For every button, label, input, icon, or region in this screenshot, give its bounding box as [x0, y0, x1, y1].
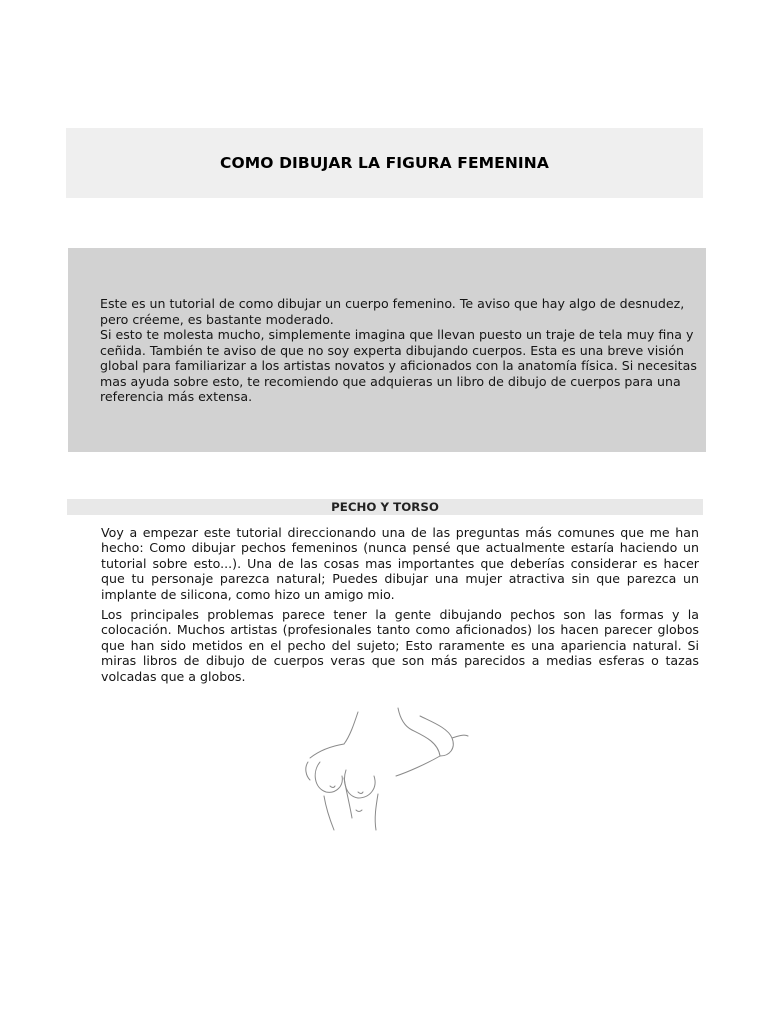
body-paragraph-1: Voy a empezar este tutorial direccionando una de las preguntas más comunes que me han hecho: Como dibujar pechos femeninos (nunca pensé que actualmente estaría haciendo un tutorial sobre esto...). Una de las cosas mas importantes que deberías considerar es hacer que tu personaje parezca natural; Puedes dibujar una mujer atractiva sin que parezca un implante de silicona, como hizo un amigo mio. — [101, 525, 699, 602]
section-body — [101, 525, 699, 689]
section-heading-bar — [67, 499, 703, 515]
intro-paragraph-1: Este es un tutorial de como dibujar un cuerpo femenino. Te aviso que hay algo de desnudez, pero créeme, es bastante moderado. — [100, 296, 685, 327]
torso-sketch-icon — [300, 706, 470, 832]
intro-box — [68, 248, 706, 452]
section-heading: PECHO Y TORSO — [331, 500, 439, 514]
body-paragraph-2: Los principales problemas parece tener la gente dibujando pechos son las formas y la colocación. Muchos artistas (profesionales tanto como aficionados) los hacen parecer globos que han sido metidos en el pecho del sujeto; Esto raramente es una apariencia natural. Si miras libros de dibujo de cuerpos veras que son más parecidos a medias esferas o tazas volcadas que a globos. — [101, 607, 699, 684]
title-box — [66, 128, 703, 198]
intro-paragraph-2: Si esto te molesta mucho, simplemente imagina que llevan puesto un traje de tela muy fina y ceñida. También te aviso de que no soy experta dibujando cuerpos. Esta es una breve visión global para familiarizar a los artistas novatos y aficionados con la anatomía física. Si necesitas mas ayuda sobre esto, te recomiendo que adquieras un libro de dibujo de cuerpos para una referencia más extensa. — [100, 327, 697, 404]
page-title: COMO DIBUJAR LA FIGURA FEMENINA — [220, 154, 549, 172]
